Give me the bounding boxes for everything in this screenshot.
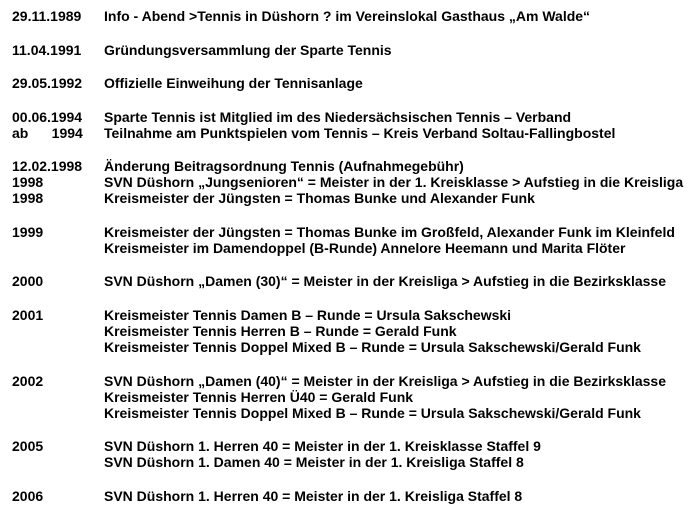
entry-text: Gründungsversammlung der Sparte Tennis xyxy=(104,42,392,58)
entry-date: 29.05.1992 xyxy=(12,75,83,91)
chronicle-entry xyxy=(0,188,700,208)
entry-text: Kreismeister der Jüngsten = Thomas Bunke und Alexander Funk xyxy=(104,190,535,206)
entry-date: 2002 xyxy=(12,373,44,389)
entry-date: 2005 xyxy=(12,438,44,454)
entry-text: Änderung Beitragsordnung Tennis (Aufnahmegebühr) xyxy=(104,158,464,174)
entry-date: 29.11.1989 xyxy=(12,8,82,24)
entry-text: Kreismeister Tennis Herren Ü40 = Gerald Funk xyxy=(104,389,414,405)
chronicle-entry xyxy=(0,6,700,26)
entry-date: 1998 xyxy=(12,190,44,206)
entry-text: Kreismeister Tennis Herren B – Runde = Gerald Funk xyxy=(104,323,457,339)
entry-text: SVN Düshorn „Damen (30)“ = Meister in der Kreisliga > Aufstieg in die Bezirksklasse xyxy=(104,273,666,289)
entry-text: Teilnahme am Punktspielen vom Tennis – Kreis Verband Soltau-Fallingbostel xyxy=(104,125,616,141)
entry-date: 00.06.1994 xyxy=(12,109,83,125)
chronicle-entry xyxy=(0,123,700,143)
entry-text: SVN Düshorn 1. Herren 40 = Meister in der 1. Kreisliga Staffel 8 xyxy=(104,488,523,504)
chronicle-entry xyxy=(0,40,700,60)
chronicle-entry xyxy=(0,403,700,423)
chronicle-entry xyxy=(0,337,700,357)
entry-date: 12.02.1998 xyxy=(12,158,83,174)
entry-text: Kreismeister Tennis Doppel Mixed B – Runde = Ursula Sakschewski/Gerald Funk xyxy=(104,339,641,355)
entry-text: SVN Düshorn 1. Damen 40 = Meister in der 1. Kreisliga Staffel 8 xyxy=(104,454,524,470)
entry-text: Kreismeister im Damendoppel (B-Runde) Annelore Heemann und Marita Flöter xyxy=(104,240,626,256)
chronicle-entry xyxy=(0,238,700,258)
entry-text: SVN Düshorn „Jungsenioren“ = Meister in der 1. Kreisklasse > Aufstieg in die Kreisliga xyxy=(104,174,684,190)
entry-text: SVN Düshorn „Damen (40)“ = Meister in der Kreisliga > Aufstieg in die Bezirksklasse xyxy=(104,373,666,389)
entry-text: Kreismeister Tennis Damen B – Runde = Ursula Sakschewski xyxy=(104,307,512,323)
entry-text: Offizielle Einweihung der Tennisanlage xyxy=(104,75,363,91)
chronicle-entry xyxy=(0,452,700,472)
entry-text: Info - Abend >Tennis in Düshorn ? im Vereinslokal Gasthaus „Am Walde“ xyxy=(104,8,591,24)
entry-date: 1998 xyxy=(12,174,44,190)
chronicle-entry xyxy=(0,73,700,93)
chronicle-entry xyxy=(0,271,700,291)
entry-date: 2001 xyxy=(12,307,44,323)
entry-text: Kreismeister der Jüngsten = Thomas Bunke im Großfeld, Alexander Funk im Kleinfeld xyxy=(104,224,675,240)
entry-text: SVN Düshorn 1. Herren 40 = Meister in der 1. Kreisklasse Staffel 9 xyxy=(104,438,541,454)
entry-date: 2000 xyxy=(12,273,44,289)
entry-text: Kreismeister Tennis Doppel Mixed B – Runde = Ursula Sakschewski/Gerald Funk xyxy=(104,405,641,421)
entry-text: Sparte Tennis ist Mitglied im des Niedersächsischen Tennis – Verband xyxy=(104,109,572,125)
chronicle-entry xyxy=(0,486,700,506)
entry-date: 1999 xyxy=(12,224,44,240)
entry-date: 11.04.1991 xyxy=(12,42,82,58)
entry-date: 2006 xyxy=(12,488,44,504)
entry-date: ab 1994 xyxy=(12,125,83,141)
